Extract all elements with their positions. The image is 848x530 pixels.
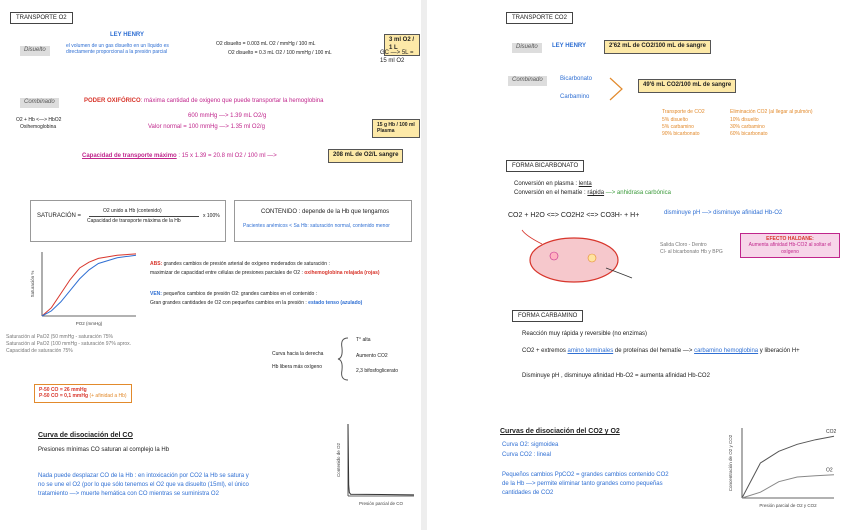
stat2: 5% carbamino [662, 124, 694, 130]
fraction-line [89, 216, 199, 217]
x-axis-label: Presión parcial de O2 y CO2 [759, 503, 817, 508]
page-divider [421, 0, 427, 530]
disuelto-eq2: O2 disuelto = 0.3 mL O2 / 100 mmHg / 100 mL [228, 50, 332, 56]
capacity-eq: : 15 x 1.39 = 20.8 ml O2 / 100 ml —> [178, 153, 277, 159]
curva-p3: cantidades de CO2 [502, 490, 554, 496]
co-l4: tratamiento —> muerte hemática con CO mientras se suministra O2 [38, 491, 219, 497]
left-title: TRANSPORTE O2 [10, 12, 73, 24]
contenido-box [234, 200, 412, 242]
haldane-title: EFECTO HALDANE: [766, 236, 814, 242]
derecha-label2: Hb libera más oxígeno [272, 364, 323, 370]
abs-label: ABS: [150, 261, 163, 267]
right-title: TRANSPORTE CO2 [506, 12, 573, 24]
x-axis-label: PO2 (mmHg) [75, 321, 103, 326]
contenido-text: CONTENIDO : depende de la Hb que tengamos [261, 209, 390, 215]
series-line-1 [742, 475, 834, 498]
saturacion-den: Capacidad de transporte máxima de la Hb [87, 218, 181, 224]
ven-text2: Gran grandes cantidades de O2 con pequeños cambios en la presión : [150, 300, 307, 306]
haldane-box [740, 233, 840, 258]
series-line-1 [42, 255, 136, 316]
derecha-label1: Curva hacia la derecha [272, 351, 324, 357]
series-line-0 [742, 436, 834, 498]
caption3: Capacidad de saturación 75% [6, 348, 73, 354]
reaction-name: Oxihemoglobina [20, 124, 57, 130]
r-combinado-box: 49'6 mL CO2/100 mL de sangre [638, 79, 736, 93]
bicarb-eq-right: disminuye pH —> disminuye afinidad Hb-O2 [664, 210, 783, 216]
co-title: Curva de disociación del CO [38, 432, 133, 439]
carb-l2d: carbamino hemoglobina [694, 348, 759, 354]
elim3: 60% bicarbonato [730, 131, 768, 137]
henry-desc: el volumen de un gas disuelto en un líquido es directamente proporcional a la presión parcial [66, 43, 169, 56]
series-label-0: CO2 [826, 429, 837, 436]
poder-desc: : máxima cantidad de oxigeno que puede transportar la hemoglobina [140, 98, 324, 104]
saturacion-box [30, 200, 226, 242]
ven-label: VEN: [150, 291, 162, 297]
co-l2: Nada puede desplazar CO de la Hb : en intoxicación por CO2 la Hb se satura y [38, 473, 249, 479]
co-l3: no se une el O2 (por lo que sólo tenemos el O2 que va disuelto (15ml), el único [38, 482, 249, 488]
ven-note2 [150, 300, 418, 306]
haldane-body: Aumenta afinidad Hb-CO2 al soltar el oxígeno [748, 242, 832, 255]
p50-box [34, 384, 132, 403]
elim1: 10% disuelto [730, 117, 759, 123]
carb-l2b: amino terminales [567, 348, 614, 354]
brace-icon [336, 336, 350, 382]
carbamino-l3: Disminuye pH , disminuye afinidad Hb-O2 = aumenta afinidad Hb-CO2 [522, 373, 710, 379]
cell-note2: Cl- al bicarbonato Hb y BPG [660, 249, 723, 255]
curva-p2: de la Hb —> permite eliminar tanto grandes como pequeñas [502, 481, 663, 487]
o2-dissociation-chart [30, 248, 140, 330]
r-disuelto-box: 2'62 mL de CO2/100 mL de sangre [604, 40, 711, 54]
abs-note [150, 261, 418, 267]
elim-title: Eliminación CO2 (al llegar al pulmón) [730, 109, 813, 115]
poder-line2: Valor normal = 100 mmHg —> 1.35 ml O2/g [148, 124, 265, 130]
co2-o2-chart [728, 422, 840, 514]
elim2: 30% carbamino [730, 124, 765, 130]
reaction: O2 + Hb <—> HbO2 [16, 117, 62, 123]
carbamino-l2 [522, 348, 822, 356]
x-axis-label: Presión parcial de CO [358, 501, 404, 506]
curva-o2: Curva O2: sigmoidea [502, 442, 559, 448]
p50-l2: P-50 CO = 0,1 mmHg [39, 393, 89, 400]
chevron-icon [608, 76, 624, 102]
stats-title: Transporte de CO2 [662, 109, 705, 115]
poder-line [84, 98, 323, 106]
abs-text: grandes cambios de presión arterial de oxígeno moderados de saturación : [163, 261, 330, 267]
co-l1: Presiones mínimas CO saturan al complejo la Hb [38, 447, 170, 453]
carb-l2e: y liberación H+ [758, 348, 800, 354]
saturacion-times: x 100% [203, 213, 220, 219]
p50-l1: P-50 CO = 26 mmHg [39, 387, 87, 393]
r-bicarb: Bicarbonato [560, 76, 593, 82]
carbamino-title: FORMA CARBAMINO [512, 310, 583, 322]
bicarb-l2a: Conversión en el hematíe : [514, 190, 588, 196]
poder-title: PODER OXIFÓRICO [84, 98, 141, 104]
hb-box: 15 g Hb / 100 ml Plasma [372, 119, 420, 138]
r-combinado-tag: Combinado [508, 76, 547, 86]
r-carb: Carbamino [560, 94, 590, 100]
carbamino-l1: Reacción muy rápida y reversible (no enzimas) [522, 331, 648, 337]
saturacion-label: SATURACIÓN = [37, 213, 82, 219]
caption1: Saturación al PaO2 (50 mmHg - saturación 75% [6, 334, 113, 340]
derecha-i2: Aumento CO2 [356, 353, 388, 359]
bicarb-l1 [514, 181, 592, 189]
ven-blue: estado tenso (azulado) [308, 300, 363, 306]
bicarb-l1a: Conversión en plasma : [514, 181, 579, 187]
carb-l2a: CO2 + extremos [522, 348, 568, 354]
bicarb-title: FORMA BICARBONATO [506, 160, 584, 172]
saturacion-num: O2 unido a Hb (contenido) [103, 208, 162, 214]
y-axis-label: Concentración de O2 y CO2 [728, 434, 733, 492]
carb-l2c: de proteínas del hematíe —> [613, 348, 695, 354]
poder-line1: 600 mmHg —> 1.39 mL O2/g [188, 113, 267, 119]
abs-text2: maximizar de capacidad entre células de presiones parciales de O2 : [150, 270, 303, 276]
y-axis-label: Saturación % [30, 270, 35, 298]
ven-text: pequeños cambios de presión O2: grandes cambios en el contenido : [163, 291, 318, 297]
abs-red: oxihemoglobina relajada (rojas) [304, 270, 380, 276]
curva-co2: Curva CO2 : lineal [502, 452, 552, 458]
anemicos-text: Pacientes anémicos < Sa Hb: saturación normal, contenido menor [243, 223, 390, 229]
disuelto-box: 3 ml O2 / 1 L [384, 34, 420, 56]
right-page [428, 0, 848, 530]
disuelto-eq1: O2 disuelto = 0.003 mL O2 / mmHg / 100 mL [216, 41, 316, 47]
bicarb-l2b: rápida [587, 190, 605, 196]
left-page [0, 0, 420, 530]
series-line-0 [348, 424, 414, 495]
combinado-tag: Combinado [20, 98, 59, 108]
co-chart [336, 420, 420, 510]
disuelto-tag: Disuelto [20, 46, 50, 56]
bicarb-l2c: —> anhidrasa carbónica [604, 190, 671, 196]
r-ley-henry: LEY HENRY [552, 43, 587, 49]
derecha-i1: T° alta [356, 337, 371, 343]
stat1: 5% disuelto [662, 117, 688, 123]
p50-l2b: (+ afinidad a Hb) [89, 393, 127, 400]
ley-henry: LEY HENRY [110, 32, 145, 38]
gc-note: GC —> 5L = 15 ml O2 [380, 50, 414, 64]
capacity-line [82, 153, 277, 161]
capacity-label: Capacidad de transporte máximo [82, 153, 177, 159]
caption2: Saturación al PaO2 (100 mmHg - saturación 97% aprox. [6, 341, 132, 347]
ven-note [150, 291, 418, 297]
bicarb-l2 [514, 190, 671, 198]
y-axis-label: Contenido de O2 [336, 442, 341, 478]
bicarb-l1b: lenta [578, 181, 592, 187]
rbc-diagram [514, 228, 644, 288]
r-disuelto-tag: Disuelto [512, 43, 542, 53]
bicarb-eq: CO2 + H2O <=> CO2H2 <=> CO3H- + H+ [508, 212, 640, 219]
abs-note2 [150, 270, 418, 276]
cell-icon [530, 238, 618, 282]
curva-p1: Pequeños cambios PpCO2 = grandes cambios contenido CO2 [502, 472, 669, 478]
curva-title: Curvas de disociación del CO2 y O2 [500, 428, 620, 435]
series-label-1: O2 [826, 467, 833, 474]
stat3: 90% bicarbonato [662, 131, 700, 137]
cell-note1: Salida Cloro - Dentro [660, 242, 707, 248]
capacity-box: 208 mL de O2/L sangre [328, 149, 403, 163]
derecha-i3: 2,3 bifosfoglicerato [356, 368, 398, 374]
